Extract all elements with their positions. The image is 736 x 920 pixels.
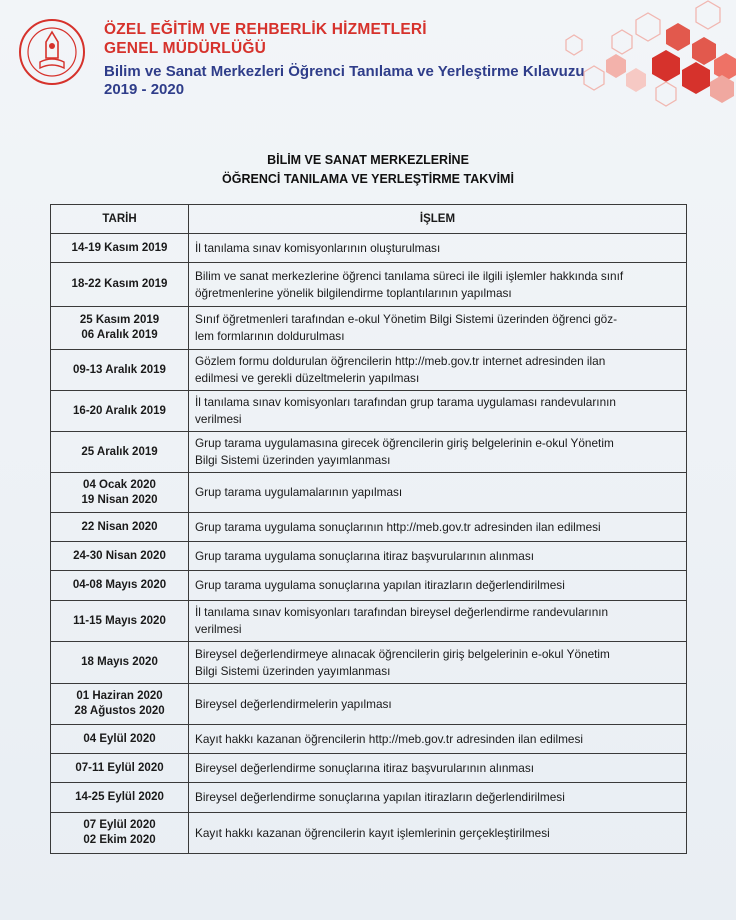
date-cell [51, 473, 189, 513]
action-cell [189, 307, 687, 350]
date-cell [51, 783, 189, 813]
action-line: Bireysel değerlendirmeye alınacak öğrencilerin giriş belgelerinin e-okul Yönetim [195, 646, 610, 661]
table-row [51, 684, 687, 725]
action-line: İl tanılama sınav komisyonları tarafından grup tarama uygulaması randevularının [195, 395, 616, 409]
table-heading-line-2: ÖĞRENCİ TANILAMA VE YERLEŞTİRME TAKVİMİ [222, 172, 514, 186]
date-cell [51, 571, 189, 601]
calendar-table [50, 204, 687, 854]
meb-seal-icon [18, 18, 86, 86]
date-cell [51, 234, 189, 263]
date-line: 22 Nisan 2020 [81, 520, 158, 533]
action-line: öğretmenlerine yönelik bilgilendirme toplantılarının yapılması [195, 285, 512, 300]
table-row [51, 642, 687, 684]
org-line-1: ÖZEL EĞİTİM VE REHBERLİK HİZMETLERİ [104, 21, 427, 38]
date-cell [51, 813, 189, 854]
date-cell [51, 754, 189, 783]
date-line: 06 Aralık 2019 [81, 329, 158, 341]
action-cell [189, 391, 687, 432]
table-row [51, 571, 687, 601]
date-line: 28 Ağustos 2020 [74, 705, 165, 717]
date-line: 14-25 Eylül 2020 [75, 791, 164, 803]
action-line: Bireysel değerlendirme sonuçlarına yapılan itirazların değerlendirilmesi [195, 790, 565, 804]
table-heading-line-1: BİLİM VE SANAT MERKEZLERİNE [267, 153, 469, 167]
action-line: Bilim ve sanat merkezlerine öğrenci tanılama süreci ile ilgili işlemler hakkında sınıf [195, 268, 624, 283]
action-cell [189, 432, 687, 473]
date-cell [51, 684, 189, 725]
table-row [51, 754, 687, 783]
table-row [51, 307, 687, 350]
action-line: verilmesi [195, 412, 242, 426]
action-cell [189, 813, 687, 854]
action-cell [189, 542, 687, 571]
action-cell [189, 234, 687, 263]
table-row [51, 725, 687, 754]
date-line: 02 Ekim 2020 [83, 834, 156, 846]
table-row [51, 601, 687, 642]
action-line: Bilgi Sistemi üzerinden yayımlanması [195, 663, 391, 678]
action-line: Grup tarama uygulama sonuçlarına itiraz başvurularının alınması [195, 548, 534, 563]
action-cell [189, 473, 687, 513]
action-line: Bireysel değerlendirme sonuçlarına itiraz başvurularının alınması [195, 760, 534, 775]
table-row [51, 234, 687, 263]
date-line: 24-30 Nisan 2020 [73, 549, 166, 562]
action-cell [189, 684, 687, 725]
action-cell [189, 601, 687, 642]
action-cell [189, 513, 687, 542]
table-heading [0, 151, 736, 189]
org-title [104, 20, 427, 58]
action-line: Sınıf öğretmenleri tarafından e-okul Yönetim Bilgi Sistemi üzerinden öğrenci göz- [195, 312, 618, 326]
table-row [51, 542, 687, 571]
org-line-2: GENEL MÜDÜRLÜĞÜ [104, 40, 267, 57]
date-line: 14-19 Kasım 2019 [71, 241, 168, 254]
action-line: Grup tarama uygulamasına girecek öğrencilerin giriş belgelerinin e-okul Yönetim [195, 436, 614, 450]
date-cell [51, 642, 189, 684]
action-cell [189, 725, 687, 754]
action-line: Kayıt hakkı kazanan öğrencilerin http://meb.gov.tr adresinden ilan edilmesi [195, 731, 583, 746]
action-cell [189, 350, 687, 391]
action-cell [189, 754, 687, 783]
date-cell [51, 307, 189, 350]
table-header-row [51, 205, 687, 234]
action-cell [189, 642, 687, 684]
action-line: Kayıt hakkı kazanan öğrencilerin kayıt işlemlerinin gerçekleştirilmesi [195, 825, 550, 840]
date-cell [51, 263, 189, 307]
date-cell [51, 725, 189, 754]
date-cell [51, 391, 189, 432]
date-line: 09-13 Aralık 2019 [73, 363, 166, 376]
action-line: Grup tarama uygulama sonuçlarına yapılan itirazların değerlendirilmesi [195, 578, 565, 592]
action-line: Grup tarama uygulamalarının yapılması [195, 485, 403, 499]
action-cell [189, 571, 687, 601]
date-cell [51, 432, 189, 473]
guide-years: 2019 - 2020 [104, 81, 185, 98]
date-line: 25 Aralık 2019 [81, 445, 158, 458]
table-row [51, 432, 687, 473]
date-line: 04-08 Mayıs 2020 [72, 579, 167, 591]
date-line: 18 Mayıs 2020 [81, 656, 158, 668]
date-line: 11-15 Mayıs 2020 [73, 614, 166, 627]
action-line: edilmesi ve gerekli düzeltmelerin yapılması [195, 371, 420, 385]
action-line: İl tanılama sınav komisyonlarının oluşturulması [195, 240, 441, 255]
hexagon-decoration [466, 0, 736, 115]
date-line: 18-22 Kasım 2019 [71, 278, 168, 290]
action-line: Gözlem formu doldurulan öğrencilerin http://meb.gov.tr internet adresinden ilan [195, 354, 606, 368]
action-cell [189, 783, 687, 813]
table-row [51, 263, 687, 307]
date-line: 07-11 Eylül 2020 [75, 761, 164, 774]
date-cell [51, 542, 189, 571]
table-row [51, 783, 687, 813]
action-line: İl tanılama sınav komisyonları tarafından bireysel değerlendirme randevularının [195, 605, 609, 619]
action-line: Bireysel değerlendirmelerin yapılması [195, 696, 392, 711]
action-line: Bilgi Sistemi üzerinden yayımlanması [195, 453, 391, 467]
table-body [51, 234, 687, 854]
table-row [51, 350, 687, 391]
table-row [51, 391, 687, 432]
date-line: 07 Eylül 2020 [83, 819, 156, 831]
date-cell [51, 350, 189, 391]
date-line: 04 Eylül 2020 [83, 732, 156, 745]
action-line: Grup tarama uygulama sonuçlarının http://meb.gov.tr adresinden ilan edilmesi [195, 519, 601, 534]
table-row [51, 473, 687, 513]
guide-title-text: Bilim ve Sanat Merkezleri Öğrenci Tanılama ve Yerleştirme Kılavuzu [104, 63, 585, 80]
table-row [51, 813, 687, 854]
table-row [51, 513, 687, 542]
date-line: 19 Nisan 2020 [81, 493, 158, 506]
date-line: 25 Kasım 2019 [79, 314, 160, 326]
date-line: 04 Ocak 2020 [83, 478, 156, 491]
date-cell [51, 513, 189, 542]
action-line: verilmesi [195, 622, 242, 636]
column-header-action: İŞLEM [189, 205, 687, 234]
date-line: 01 Haziran 2020 [76, 690, 163, 702]
column-header-date: TARİH [51, 205, 189, 234]
action-cell [189, 263, 687, 307]
action-line: lem formlarının doldurulması [195, 329, 345, 343]
date-cell [51, 601, 189, 642]
date-line: 16-20 Aralık 2019 [73, 404, 166, 417]
